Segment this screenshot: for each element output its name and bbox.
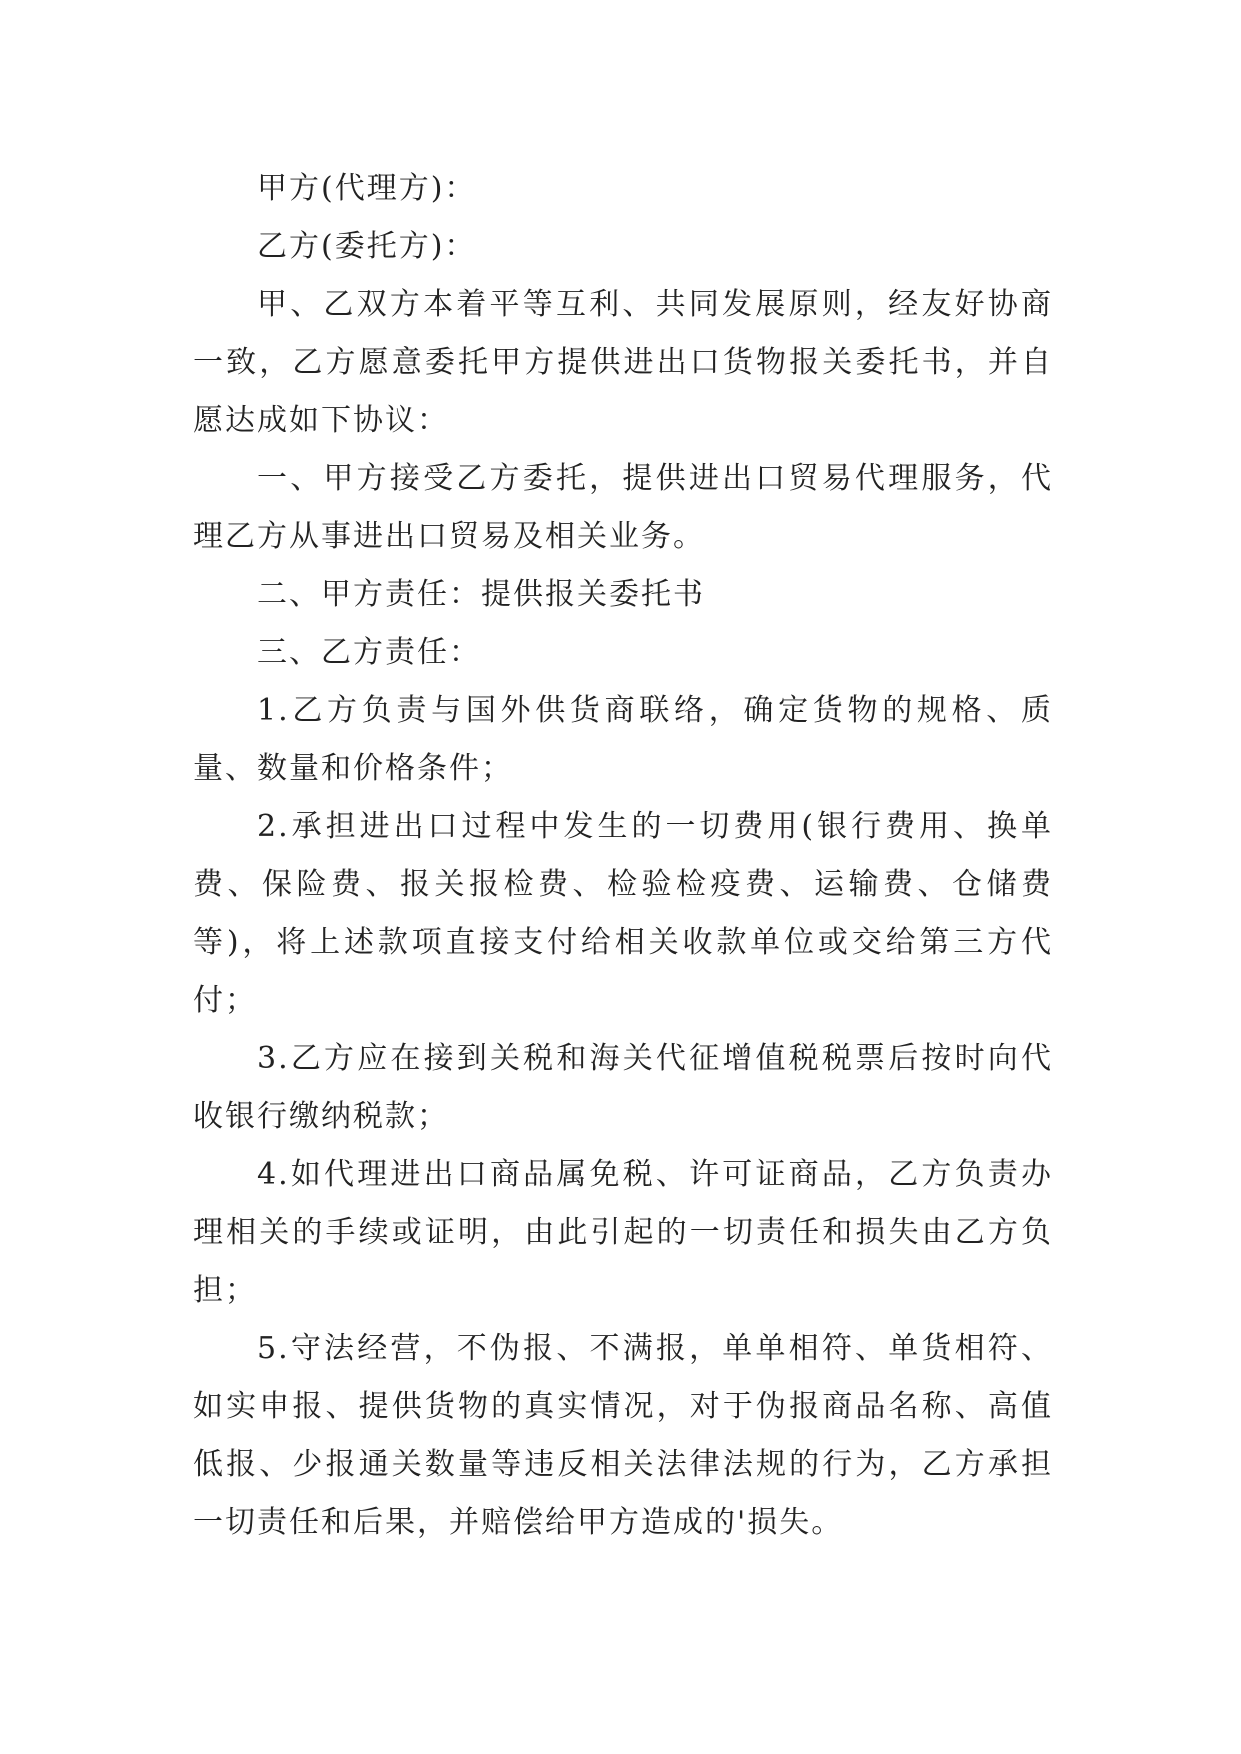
item-4: 4.如代理进出口商品属免税、许可证商品，乙方负责办理相关的手续或证明，由此引起的一切责任和损失由乙方负担；: [193, 1157, 1053, 1308]
item-2: 2.承担进出口过程中发生的一切费用(银行费用、换单费、保险费、报关报检费、检验检疫费、运输费、仓储费等)，将上述款项直接支付给相关收款单位或交给第三方代付；: [193, 809, 1053, 1018]
party-a-line: 甲方(代理方)：: [257, 171, 477, 206]
party-b-line: 乙方(委托方)：: [257, 229, 477, 264]
clause-three-heading: 三、乙方责任：: [257, 635, 481, 670]
item-3: 3.乙方应在接到关税和海关代征增值税税票后按时向代收银行缴纳税款；: [193, 1041, 1053, 1134]
document-body: [193, 160, 1053, 1552]
item-5: 5.守法经营，不伪报、不满报，单单相符、单货相符、如实申报、提供货物的真实情况，对于伪报商品名称、高值低报、少报通关数量等违反相关法律法规的行为，乙方承担一切责任和后果，并赔偿给甲方造成的'损失。: [193, 1331, 1053, 1540]
clause-two: 二、甲方责任：提供报关委托书: [257, 577, 705, 612]
item-1: 1.乙方负责与国外供货商联络，确定货物的规格、质量、数量和价格条件；: [193, 693, 1053, 786]
preamble-paragraph: 甲、乙双方本着平等互利、共同发展原则，经友好协商一致，乙方愿意委托甲方提供进出口货物报关委托书，并自愿达成如下协议：: [193, 287, 1053, 438]
clause-one: 一、甲方接受乙方委托，提供进出口贸易代理服务，代理乙方从事进出口贸易及相关业务。: [193, 461, 1053, 554]
